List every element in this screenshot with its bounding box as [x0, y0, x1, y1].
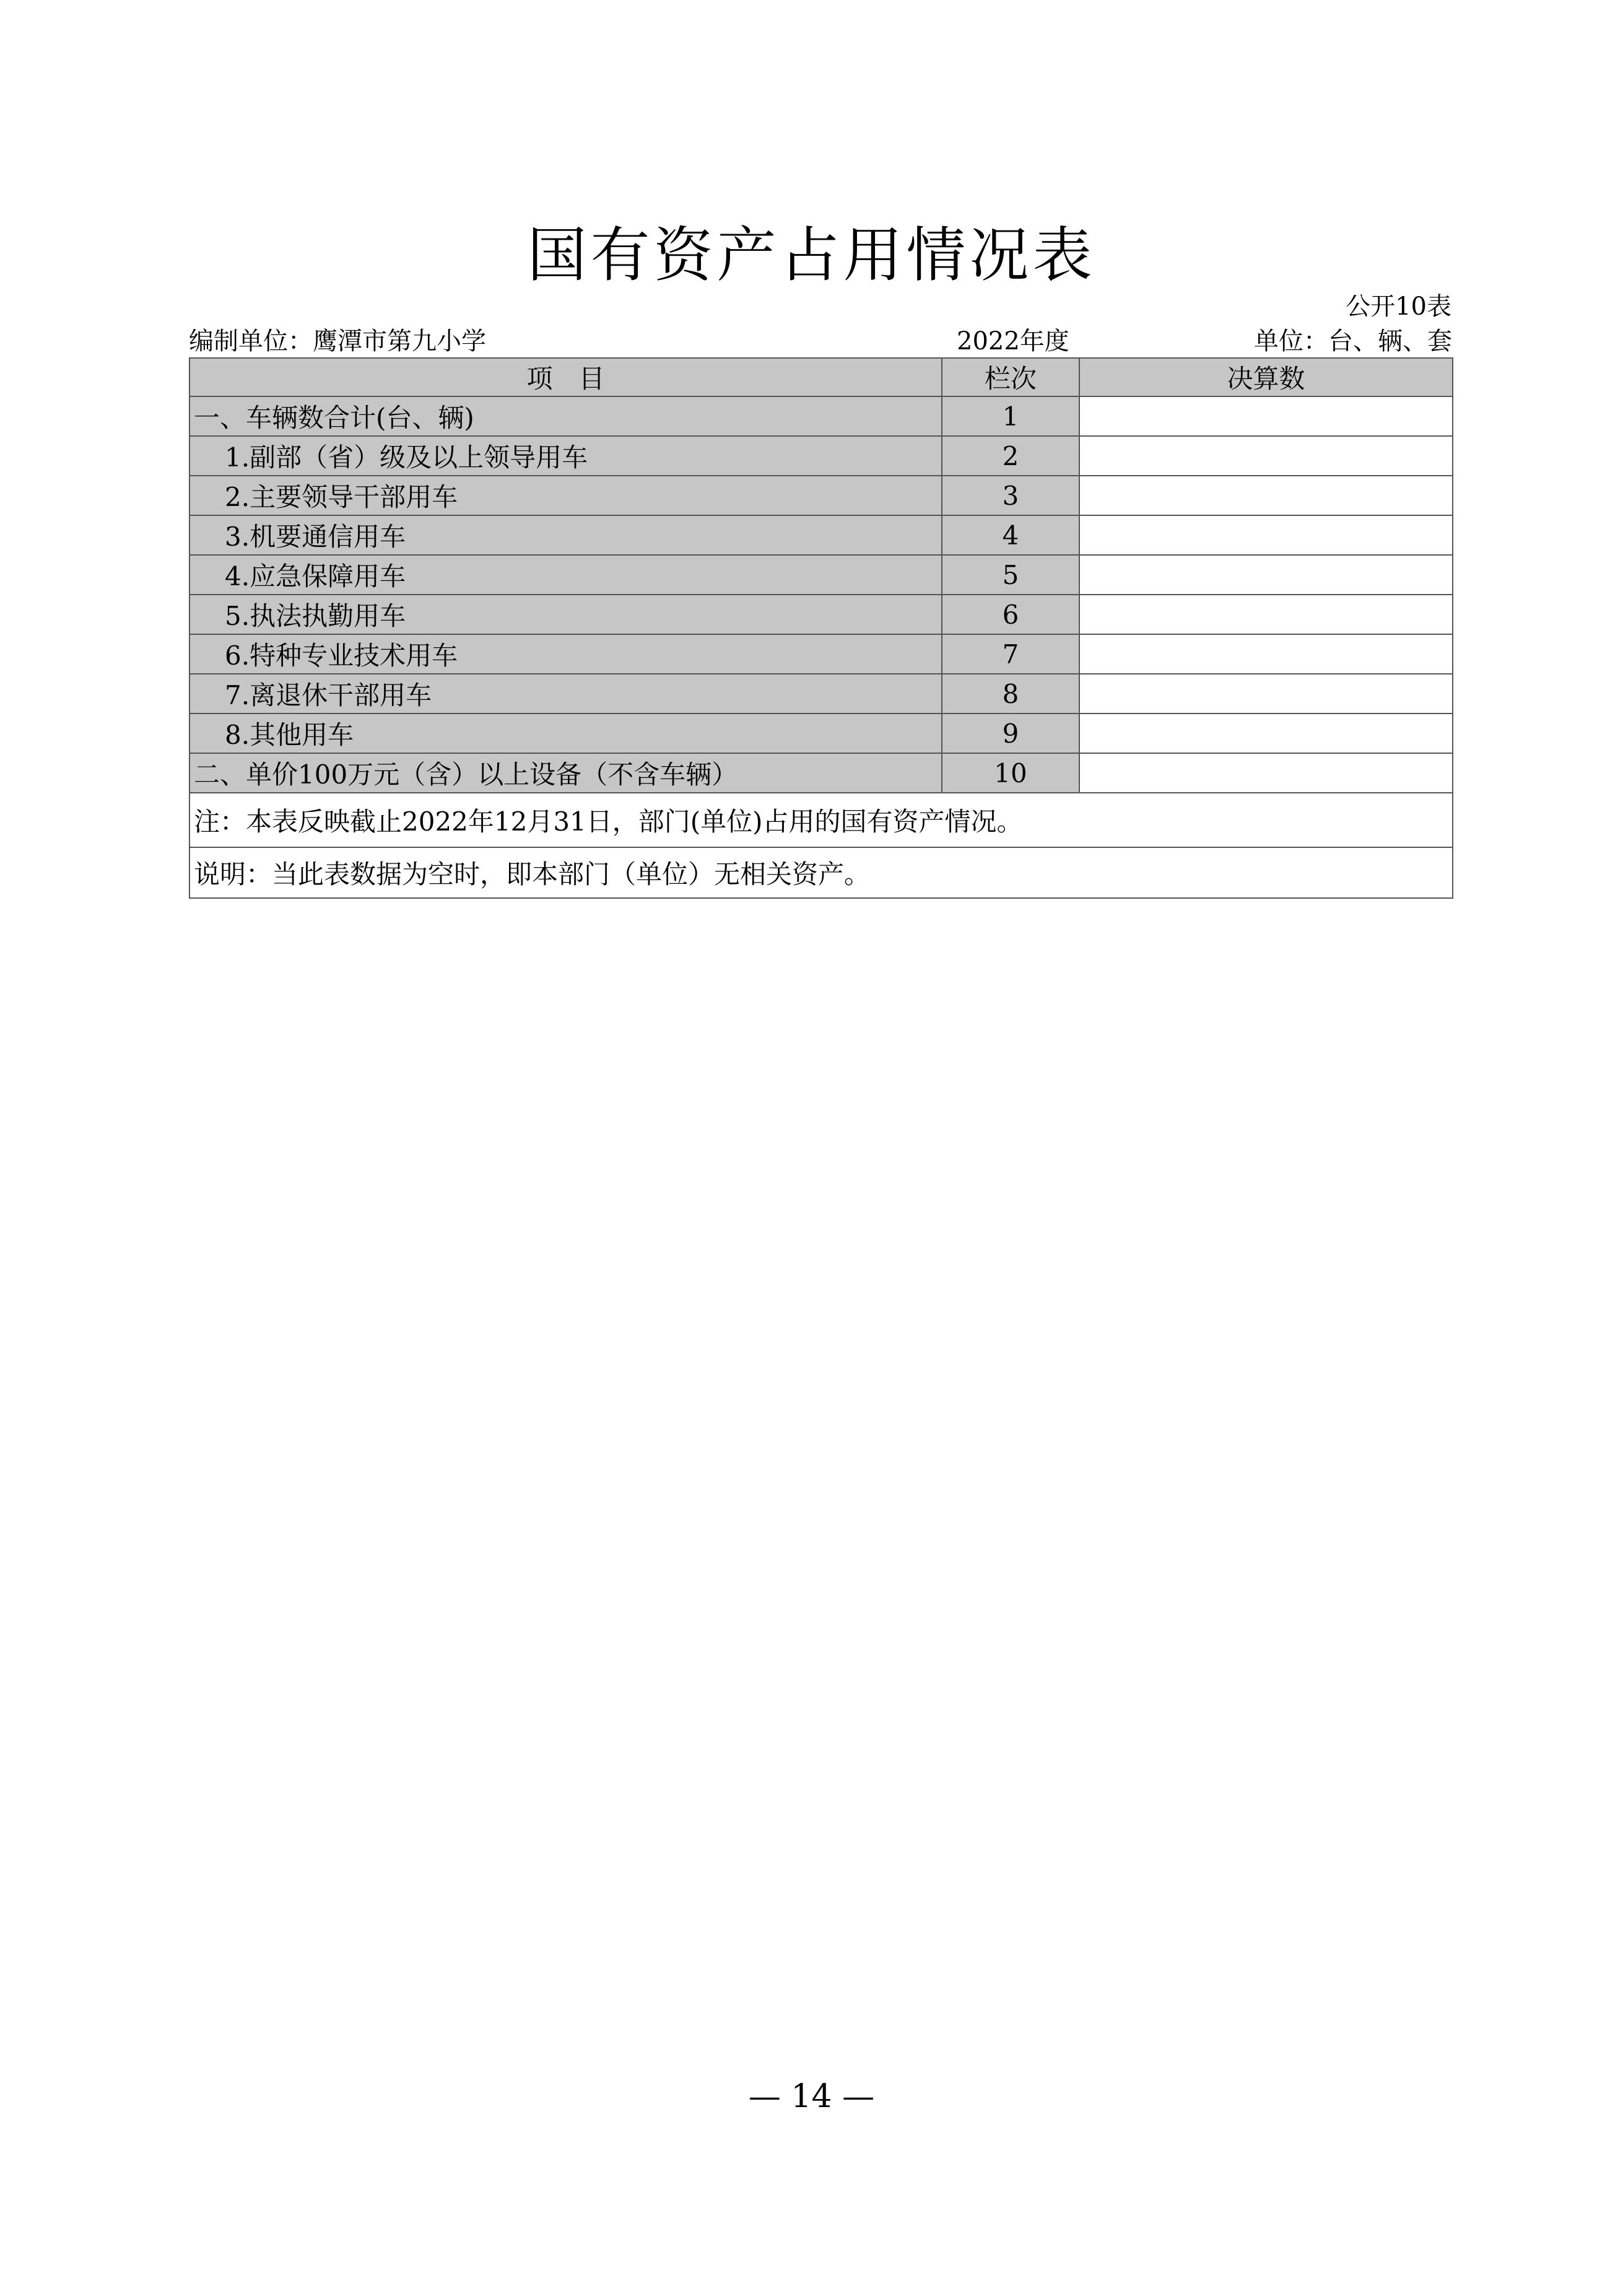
table-row: [189, 515, 1453, 555]
row-value: [1079, 634, 1453, 674]
row-value: [1079, 476, 1453, 515]
header-line-no: 栏次: [942, 358, 1079, 396]
row-item: 5.执法执勤用车: [189, 595, 942, 634]
row-value: [1079, 555, 1453, 595]
row-item: 2.主要领导干部用车: [189, 476, 942, 515]
row-item: 二、单价100万元（含）以上设备（不含车辆）: [189, 753, 942, 793]
row-line-no: 4: [942, 515, 1079, 555]
row-value: [1079, 396, 1453, 436]
table-row: [189, 674, 1453, 714]
row-line-no: 1: [942, 396, 1079, 436]
note-row: [189, 793, 1453, 847]
table-row: [189, 555, 1453, 595]
row-value: [1079, 674, 1453, 714]
table-row: [189, 634, 1453, 674]
table-row: [189, 436, 1453, 476]
table-row: [189, 396, 1453, 436]
row-line-no: 3: [942, 476, 1079, 515]
compiling-unit: 编制单位：鹰潭市第九小学: [189, 327, 486, 356]
row-line-no: 7: [942, 634, 1079, 674]
explain-row: [189, 847, 1453, 898]
form-number: 公开10表: [1346, 292, 1451, 321]
row-value: [1079, 753, 1453, 793]
table-note: 注：本表反映截止2022年12月31日，部门(单位)占用的国有资产情况。: [189, 793, 1453, 847]
asset-table: [189, 357, 1453, 899]
row-item: 一、车辆数合计(台、辆): [189, 396, 942, 436]
table-row: [189, 595, 1453, 634]
row-line-no: 5: [942, 555, 1079, 595]
row-line-no: 10: [942, 753, 1079, 793]
header-final-amount: 决算数: [1079, 358, 1453, 396]
row-line-no: 9: [942, 714, 1079, 753]
measure-unit: 单位：台、辆、套: [1254, 327, 1452, 356]
row-value: [1079, 436, 1453, 476]
row-line-no: 8: [942, 674, 1079, 714]
row-item: 4.应急保障用车: [189, 555, 942, 595]
row-value: [1079, 595, 1453, 634]
header-item: 项 目: [189, 358, 942, 396]
page-title: 国有资产占用情况表: [527, 220, 1096, 290]
row-value: [1079, 515, 1453, 555]
table-row: [189, 476, 1453, 515]
meta-row: [189, 325, 1452, 357]
row-item: 1.副部（省）级及以上领导用车: [189, 436, 942, 476]
row-value: [1079, 714, 1453, 753]
row-item: 8.其他用车: [189, 714, 942, 753]
table-row: [189, 753, 1453, 793]
row-line-no: 2: [942, 436, 1079, 476]
row-item: 7.离退休干部用车: [189, 674, 942, 714]
row-line-no: 6: [942, 595, 1079, 634]
table-header-row: [189, 358, 1453, 396]
table-row: [189, 714, 1453, 753]
fiscal-year: 2022年度: [957, 327, 1069, 356]
page-number: — 14 —: [748, 2078, 875, 2115]
table-explanation: 说明：当此表数据为空时，即本部门（单位）无相关资产。: [189, 847, 1453, 898]
row-item: 6.特种专业技术用车: [189, 634, 942, 674]
row-item: 3.机要通信用车: [189, 515, 942, 555]
